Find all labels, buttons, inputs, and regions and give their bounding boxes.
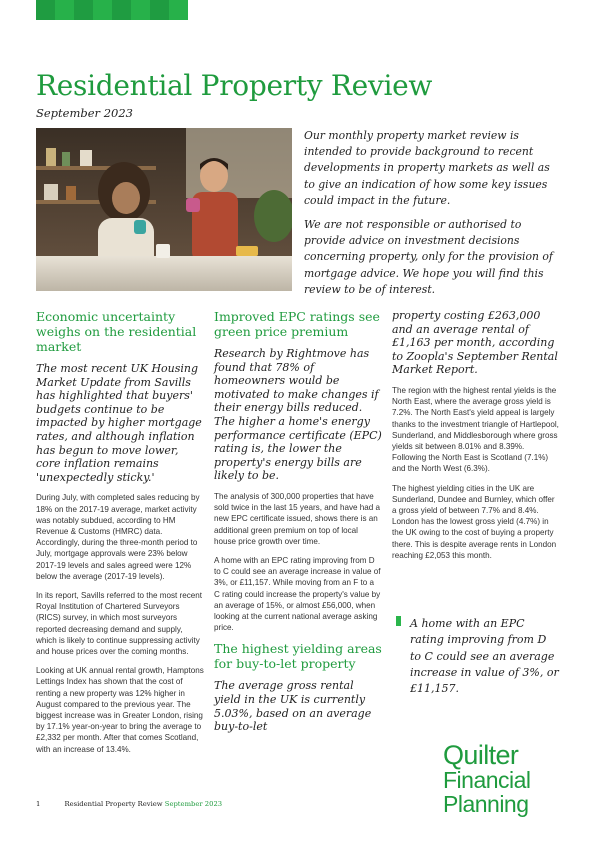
intro-disclaimer: We are not responsible or authorised to provide advice on investment decisions concerning property, only for the provision of mortgage advice. We hope you will find this review to be of interest. [304,218,553,296]
quilter-logo [443,742,573,816]
lead-paragraph: The average gross rental yield in the UK is currently 5.03%, based on an average buy-to-let [214,679,372,734]
column-1 [36,309,204,763]
intro-paragraph: Our monthly property market review is intended to provide background to recent developments in property markets as well as to give an indication of how some key issues could impact in the future. [304,129,550,207]
section-heading-economic: Economic uncertainty weighs on the residential market [36,309,197,354]
page-number: 1 [36,800,41,808]
logo-line-2: Financial [443,767,531,793]
footer-date: September 2023 [164,800,223,808]
section-heading-yield: The highest yielding areas for buy-to-let property [214,641,382,672]
lead-paragraph: Research by Rightmove has found that 78% of homeowners would be motivated to make changes if their energy bills reduced. The higher a home's energy performance certificate (EPC) rating is, the lower the property's energy bills are likely to be. [214,347,382,483]
intro-text [304,128,562,306]
kitchen-photo [36,128,292,291]
page-footer [36,800,222,808]
quote-accent-bar [396,616,401,626]
section-heading-epc: Improved EPC ratings see green price premium [214,309,380,339]
body-paragraph: The region with the highest rental yields is the North East, where the average gross yield is 7.2%. The North East's yield appeal is largely thanks to the investment triangle of Hartlepool, Sunderland, and Middlesborough where gross yields sit between 8.01% and 8.39%. Following the North East is Scotland (7.1%) and the North West (6.3%). [392,385,559,474]
column-3 [392,309,560,569]
top-decorative-stripe [36,0,188,20]
issue-date: September 2023 [36,106,133,120]
logo-line-1: Quilter [443,740,519,770]
pull-quote: A home with an EPC rating improving from D to C could see an average increase in value of 3%, or £11,157. [410,617,559,696]
footer-section: Residential Property Review [64,800,163,808]
body-paragraph: The analysis of 300,000 properties that have sold twice in the last 15 years, and have had a new EPC certificate issued, shows there is an additional green premium on top of local house price growth over time. [214,491,381,546]
body-paragraph: During July, with completed sales reducing by 18% on the 2017-19 average, market activity was notably subdued, according to HM Revenue & Customs (HMRC) data. Accordingly, during the three-month period to July, mortgage approvals were 23% below 2017-19 levels and sales agreed were 12% below the average (2017-19 levels). [36,493,200,581]
body-paragraph: In its report, Savills referred to the most recent Royal Institution of Chartered Surveyors (RICS) survey, in which most surveyors reported decreasing demand and supply, which is likely to continue suppressing activity and house prices over the coming months. [36,590,202,656]
body-paragraph: The highest yielding cities in the UK are Sunderland, Dundee and Burnley, which offer a gross yield of between 7.7% and 8.4%. London has the lowest gross yield (4.7%) in the UK owing to the cost of buying a property there. This is despite average rents in London reaching £2,053 this month. [392,483,557,560]
body-paragraph: Looking at UK annual rental growth, Hamptons Lettings Index has shown that the cost of renting a new property was 12% higher in August compared to the previous year. The biggest increase was in Greater London, rising by 17.1% year-on-year to bring the average to £2,332 per month. After that comes Scotland, with an increase of 13.4%. [36,666,204,754]
lead-paragraph-continued: property costing £263,000 and an average rental of £1,163 per month, according to Zoopla's September Rental Market Report. [392,309,558,377]
page-title: Residential Property Review [36,68,433,102]
lead-paragraph: The most recent UK Housing Market Update from Savills has highlighted that buyers' budgets continue to be impacted by higher mortgage rates, and although inflation has begun to move lower, core inflation remains 'unexpectedly sticky.' [36,362,202,484]
logo-line-3: Planning [443,791,529,817]
body-paragraph: A home with an EPC rating improving from D to C could see an average increase in value of 3%, or £11,157. While moving from an F to a C rating could increase the property's value by an average of 15%, or almost £56,000, when looking at the current national average asking price. [214,555,381,633]
column-2 [214,309,382,742]
